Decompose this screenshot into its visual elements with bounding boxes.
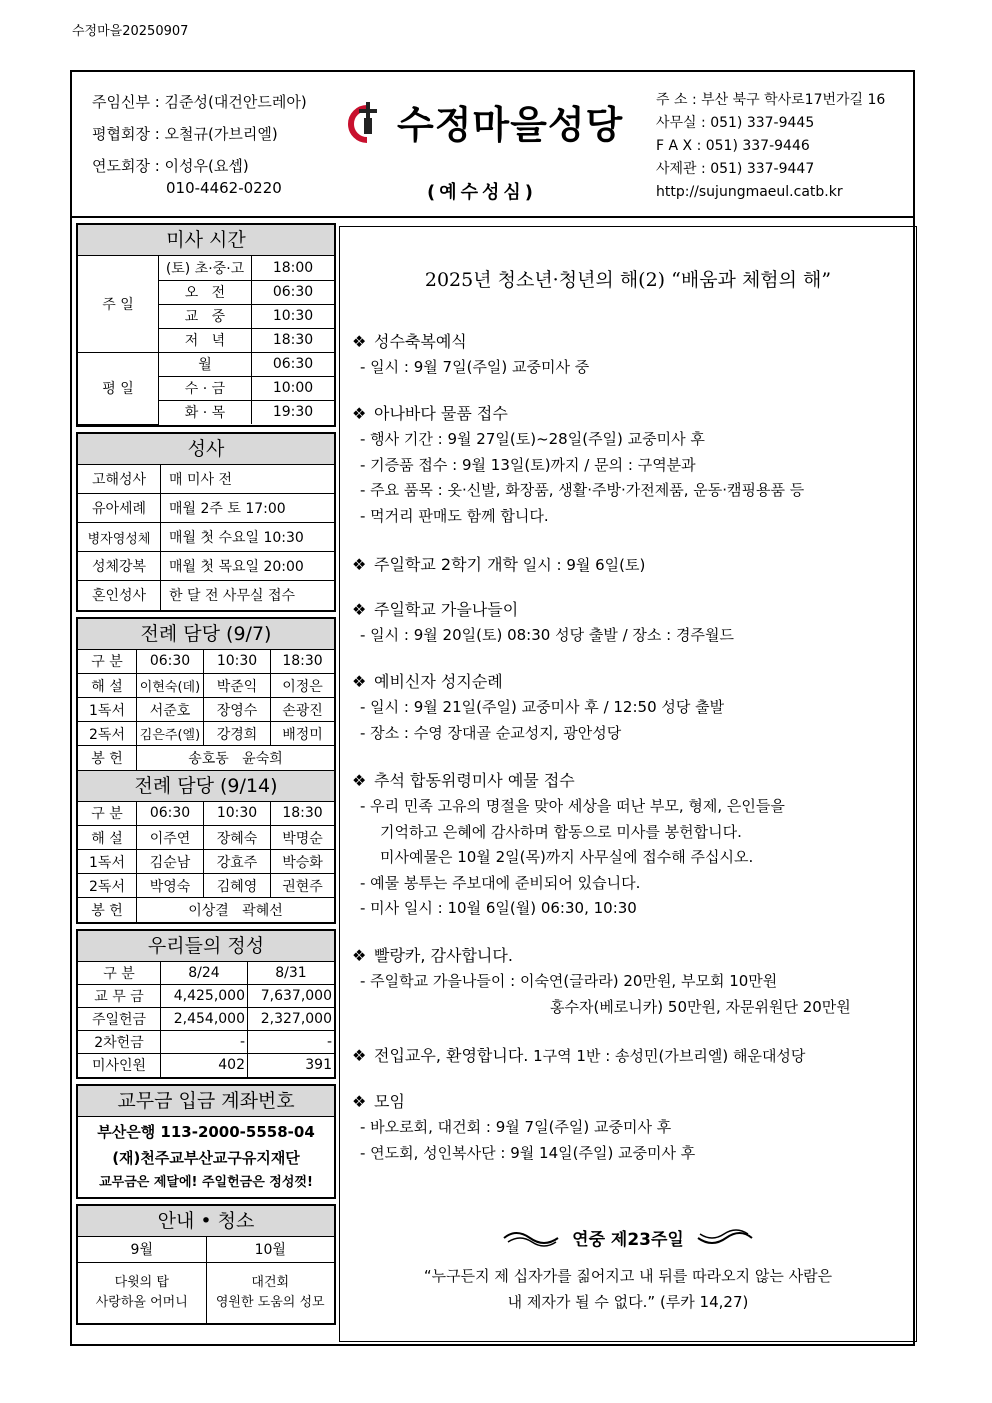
- cleaning-table: [78, 1237, 334, 1323]
- mass-times-box: [76, 223, 336, 427]
- parish-name: 수정마을성당: [397, 103, 624, 147]
- bank-account: 부산은행 113-2000-5558-04: [97, 1122, 315, 1141]
- section-heading: 주일학교 2학기 개학: [374, 555, 518, 574]
- section-line: - 기증품 접수 : 9월 13일(토)까지 / 문의 : 구역분과: [360, 455, 696, 474]
- section-pilgrimage: [352, 669, 912, 746]
- cleaning-groups-oct: [206, 1263, 334, 1323]
- section-heading: 전입교우, 환영합니다.: [374, 1046, 529, 1065]
- left-ornament-icon: [502, 1228, 560, 1248]
- cell: 06:30: [137, 650, 204, 674]
- mass-time: 06:30: [252, 352, 335, 376]
- cleaning-box: [76, 1204, 336, 1325]
- cell: 해 설: [78, 674, 137, 698]
- sacrament-name: 혼인성사: [78, 581, 161, 610]
- section-line: - 연도회, 성인복사단 : 9월 14일(주일) 교중미사 후: [360, 1143, 696, 1162]
- cell: 2독서: [78, 722, 137, 746]
- mass-time: 10:00: [252, 376, 335, 400]
- cell: 미사인원: [78, 1054, 161, 1077]
- section-school-outing: [352, 597, 912, 649]
- section-memorial-mass: [352, 768, 912, 922]
- fax-number: F A X : 051) 337-9446: [656, 138, 810, 154]
- parish-subtitle: (예수성심): [427, 182, 538, 203]
- section-line: - 일시 : 9월 7일(주일) 교중미사 중: [360, 358, 590, 376]
- weekday-label: 평 일: [78, 352, 159, 424]
- offerings-title: 우리들의 정성: [78, 931, 334, 962]
- church-logo-icon: [347, 100, 389, 144]
- section-line: - 바오로회, 대건회 : 9월 7일(주일) 교중미사 후: [360, 1118, 672, 1136]
- sacraments-title: 성사: [78, 434, 334, 465]
- mass-time: 18:00: [252, 256, 335, 280]
- cell: 8/24: [161, 962, 248, 985]
- cell: 8/31: [248, 962, 335, 985]
- section-line: - 일시 : 9월 21일(주일) 교중미사 후 / 12:50 성당 출발: [360, 698, 725, 716]
- cell: 18:30: [271, 650, 335, 674]
- cell: 7,637,000: [248, 985, 335, 1008]
- account-holder: (재)천주교부산교구유지재단: [112, 1148, 300, 1167]
- section-line: - 먹거리 판매도 함께 합니다.: [360, 506, 549, 525]
- mass-name: 저 녁: [159, 328, 252, 352]
- cell: 권현주: [271, 874, 335, 898]
- pastor-info: 주임신부 : 김준성(대건안드레아): [92, 93, 307, 111]
- mass-time: 18:30: [252, 328, 335, 352]
- document-id: 수정마을20250907: [72, 24, 189, 39]
- sacraments-table: [78, 465, 334, 610]
- cell: 강경희: [204, 722, 271, 746]
- mass-time: 10:30: [252, 304, 335, 328]
- account-box: [76, 1084, 336, 1199]
- section-line: - 장소 : 수영 장대골 순교성지, 광안성당: [360, 723, 622, 742]
- group: 사랑하올 어머니: [95, 1294, 188, 1310]
- mass-name: 수 · 금: [159, 376, 252, 400]
- section-heading: 모임: [374, 1092, 405, 1111]
- quote-line: “누구든지 제 십자가를 짊어지고 내 뒤를 따라오지 않는 사람은: [423, 1267, 833, 1285]
- mass-name: 화 · 목: [159, 400, 252, 424]
- cell: 서준호: [137, 698, 204, 722]
- section-heading: 성수축복예식: [374, 332, 467, 351]
- sacraments-box: [76, 432, 336, 612]
- section-line: 미사예물은 10월 2일(목)까지 사무실에 접수해 주십시오.: [380, 848, 754, 866]
- group: 영원한 도움의 성모: [215, 1294, 325, 1310]
- section-heading: 빨랑카, 감사합니다.: [374, 946, 513, 965]
- cell: 10:30: [204, 802, 271, 826]
- diamond-bullet-icon: ❖: [352, 1046, 367, 1065]
- mass-name: 오 전: [159, 280, 252, 304]
- cell: 2,454,000: [161, 1008, 248, 1031]
- offering-names: 이상결 곽혜선: [137, 898, 335, 922]
- diamond-bullet-icon: ❖: [352, 1092, 367, 1111]
- section-line: 기억하고 은혜에 감사하며 합동으로 미사를 봉헌합니다.: [380, 822, 742, 841]
- cell: 이주연: [137, 826, 204, 850]
- section-line: - 주일학교 가을나들이 : 이숙연(글라라) 20만원, 부모회 10만원: [360, 972, 778, 990]
- liturgy-0914-title: 전례 담당 (9/14): [78, 771, 334, 802]
- offerings-table: [78, 962, 334, 1077]
- diamond-bullet-icon: ❖: [352, 555, 367, 574]
- sacrament-time: 매월 첫 목요일 20:00: [161, 552, 335, 581]
- cell: 2차헌금: [78, 1031, 161, 1054]
- diamond-bullet-icon: ❖: [352, 404, 367, 423]
- cleaning-title: 안내 • 청소: [78, 1206, 334, 1237]
- cell: 1독서: [78, 850, 137, 874]
- elder-phone: 010-4462-0220: [166, 179, 282, 197]
- mass-name: 월: [159, 352, 252, 376]
- year-theme-title: 2025년 청소년·청년의 해(2) “배움과 체험의 해”: [424, 269, 832, 291]
- cell: 391: [248, 1054, 335, 1077]
- section-welcome: [352, 1043, 912, 1069]
- cell: 박승화: [271, 850, 335, 874]
- cell: 김혜영: [204, 874, 271, 898]
- section-blessing: [352, 329, 912, 381]
- section-thanks: [352, 943, 912, 1020]
- cell: 박명순: [271, 826, 335, 850]
- liturgy-0907-box: [76, 617, 336, 770]
- website-link[interactable]: http://sujungmaeul.catb.kr: [656, 184, 843, 200]
- sacrament-name: 성체강복: [78, 552, 161, 581]
- mass-name: (토) 초·중·고: [159, 256, 252, 280]
- quote-line: 내 제자가 될 수 없다.” (루카 14,27): [507, 1293, 749, 1311]
- sacrament-time: 매 미사 전: [161, 465, 335, 494]
- section-heading: 주일학교 가을나들이: [374, 600, 519, 619]
- announcements-panel: [339, 226, 917, 1342]
- cell: 김순남: [137, 850, 204, 874]
- liturgy-0907-table: [78, 650, 334, 770]
- liturgy-0914-box: [76, 770, 336, 924]
- council-info: 평협회장 : 오철규(가브리엘): [92, 125, 278, 143]
- cell: 이현숙(데): [137, 674, 204, 698]
- mass-times-title: 미사 시간: [78, 225, 334, 256]
- cell: 장혜숙: [204, 826, 271, 850]
- bulletin-frame: [70, 70, 915, 1346]
- cell: 손광진: [271, 698, 335, 722]
- cell: 김은주(엘): [137, 722, 204, 746]
- cell: 박준익: [204, 674, 271, 698]
- section-line: 홍수자(베로니카) 50만원, 자문위원단 20만원: [550, 997, 851, 1016]
- parish-logo: [347, 94, 623, 149]
- cleaning-groups-sep: [78, 1263, 206, 1323]
- account-title: 교무금 입금 계좌번호: [78, 1086, 334, 1117]
- left-column: [76, 223, 336, 1325]
- section-anabada: [352, 401, 912, 529]
- cell: 해 설: [78, 826, 137, 850]
- sacrament-time: 한 달 전 사무실 접수: [161, 581, 335, 610]
- cell: -: [161, 1031, 248, 1054]
- mass-times-table: [78, 256, 334, 425]
- diamond-bullet-icon: ❖: [352, 946, 367, 965]
- sacrament-name: 고해성사: [78, 465, 161, 494]
- sacrament-name: 병자영성체: [78, 523, 161, 552]
- sacrament-time: 매월 2주 토 17:00: [161, 494, 335, 523]
- gospel-quote: [340, 1263, 916, 1315]
- cell: 2,327,000: [248, 1008, 335, 1031]
- section-line: - 행사 기간 : 9월 27일(토)~28일(주일) 교중미사 후: [360, 430, 705, 448]
- section-meetings: [352, 1089, 912, 1166]
- section-line: - 주요 품목 : 옷·신발, 화장품, 생활·주방·가전제품, 운동·캠핑용품 등: [360, 481, 805, 499]
- section-heading: 추석 합동위령미사 예물 접수: [374, 771, 575, 790]
- offerings-box: [76, 929, 336, 1079]
- liturgy-0914-table: [78, 802, 334, 922]
- sacrament-name: 유아세례: [78, 494, 161, 523]
- cell: 구 분: [78, 650, 137, 674]
- sunday-heading: [340, 1225, 916, 1250]
- cell: 봉 헌: [78, 898, 137, 922]
- offering-names: 송호동 윤숙희: [137, 746, 335, 770]
- cell: 박영숙: [137, 874, 204, 898]
- cell: 4,425,000: [161, 985, 248, 1008]
- cell: 06:30: [137, 802, 204, 826]
- cell: 1독서: [78, 698, 137, 722]
- section-line: - 미사 일시 : 10월 6일(월) 06:30, 10:30: [360, 899, 637, 917]
- section-line: - 우리 민족 고유의 명절을 맞아 세상을 떠난 부모, 형제, 은인들을: [360, 797, 785, 815]
- right-ornament-icon: [696, 1228, 754, 1248]
- cell: 구 분: [78, 962, 161, 985]
- mass-time: 06:30: [252, 280, 335, 304]
- cell: 2독서: [78, 874, 137, 898]
- cell: 주일헌금: [78, 1008, 161, 1031]
- diamond-bullet-icon: ❖: [352, 771, 367, 790]
- account-note: 교무금은 제달에! 주일헌금은 정성껏!: [99, 1174, 313, 1190]
- cell: 교 무 금: [78, 985, 161, 1008]
- cell: 강효주: [204, 850, 271, 874]
- mass-time: 19:30: [252, 400, 335, 424]
- cell: 402: [161, 1054, 248, 1077]
- office-phone: 사무실 : 051) 337-9445: [656, 115, 815, 131]
- elder-info: 연도회장 : 이성우(요셉): [92, 157, 249, 175]
- liturgy-0907-title: 전례 담당 (9/7): [78, 619, 334, 650]
- section-line: - 예물 봉투는 주보대에 준비되어 있습니다.: [360, 873, 641, 892]
- cell: 18:30: [271, 802, 335, 826]
- cell: 장영수: [204, 698, 271, 722]
- cell: 구 분: [78, 802, 137, 826]
- group: 대건회: [251, 1274, 290, 1290]
- rectory-phone: 사제관 : 051) 337-9447: [656, 161, 815, 177]
- sacrament-time: 매월 첫 수요일 10:30: [161, 523, 335, 552]
- mass-name: 교 중: [159, 304, 252, 328]
- month-label: 9월: [78, 1237, 206, 1263]
- header: [72, 72, 913, 218]
- cell: -: [248, 1031, 335, 1054]
- cell: 배정미: [271, 722, 335, 746]
- cell: 10:30: [204, 650, 271, 674]
- cell: 봉 헌: [78, 746, 137, 770]
- diamond-bullet-icon: ❖: [352, 600, 367, 619]
- section-heading: 예비신자 성지순례: [374, 672, 503, 691]
- address: 주 소 : 부산 북구 학사로17번가길 16: [656, 92, 886, 108]
- sunday-title: 연중 제23주일: [572, 1230, 684, 1250]
- diamond-bullet-icon: ❖: [352, 672, 367, 691]
- diamond-bullet-icon: ❖: [352, 332, 367, 351]
- section-inline-text: 1구역 1반 : 송성민(가브리엘) 해운대성당: [528, 1047, 806, 1065]
- section-inline-text: 일시 : 9월 6일(토): [518, 556, 646, 574]
- section-sunday-school: [352, 552, 912, 578]
- sunday-label: 주 일: [78, 256, 159, 352]
- group: 다윗의 탑: [114, 1274, 169, 1290]
- cell: 이정은: [271, 674, 335, 698]
- section-heading: 아나바다 물품 접수: [374, 404, 508, 423]
- month-label: 10월: [206, 1237, 334, 1263]
- section-line: - 일시 : 9월 20일(토) 08:30 성당 출발 / 장소 : 경주월드: [360, 626, 734, 644]
